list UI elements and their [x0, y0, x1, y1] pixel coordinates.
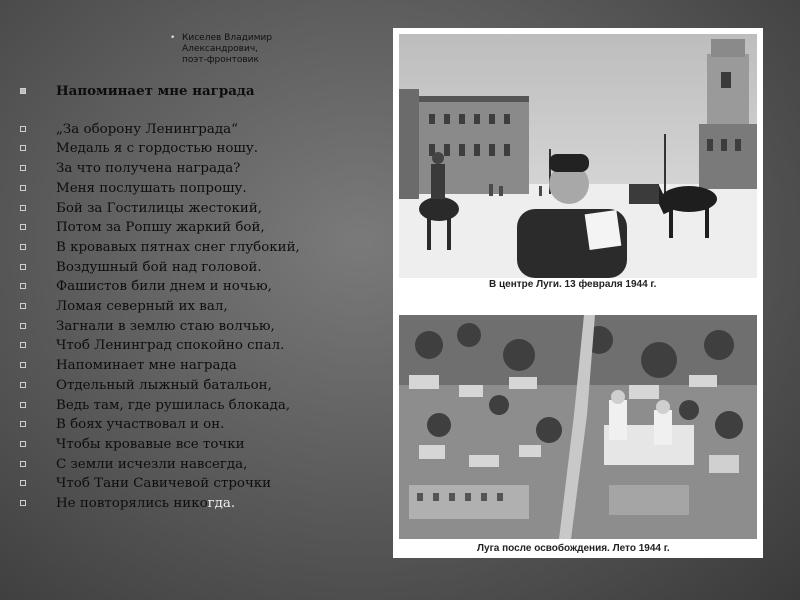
- square-bullet-icon: [20, 480, 26, 486]
- top-photo-caption: В центре Луги. 13 февраля 1944 г.: [489, 279, 657, 290]
- bottom-photo-caption: Луга после освобождения. Лето 1944 г.: [477, 543, 670, 554]
- square-bullet-icon: [20, 264, 26, 270]
- poem-title-line: [20, 82, 380, 102]
- poem-line-text: „За оборону Ленинграда“: [56, 121, 238, 137]
- square-bullet-icon: [20, 165, 26, 171]
- poem: [20, 82, 380, 514]
- poem-line-text: В боях участвовал и он.: [56, 417, 225, 433]
- square-bullet-icon: [20, 362, 26, 368]
- poem-line: [20, 199, 380, 219]
- poem-title: Напоминает мне награда: [56, 83, 255, 99]
- square-bullet-icon: [20, 145, 26, 151]
- poem-line-text: Ломая северный их вал,: [56, 299, 228, 315]
- square-bullet-icon: [20, 244, 26, 250]
- poem-line-text: Напоминает мне награда: [56, 358, 237, 374]
- poem-line-text: За что получена награда?: [56, 161, 241, 177]
- photo-luga-center: [399, 34, 757, 278]
- square-bullet-icon: [20, 205, 26, 211]
- poem-line: [20, 455, 380, 475]
- square-bullet-icon: [20, 421, 26, 427]
- square-bullet-icon: [20, 283, 26, 289]
- poem-line: [20, 435, 380, 455]
- poem-line-text: Воздушный бой над головой.: [56, 259, 262, 275]
- bullet-icon: •: [170, 33, 176, 43]
- poem-line: [20, 139, 380, 159]
- poem-line-text: Загнали в землю стаю волчью,: [56, 318, 275, 334]
- square-bullet-icon: [20, 323, 26, 329]
- poem-line: [20, 376, 380, 396]
- poem-line: [20, 396, 380, 416]
- poem-line: [20, 218, 380, 238]
- square-bullet-icon: [20, 402, 26, 408]
- poem-line-text: Чтоб Ленинград спокойно спал.: [56, 338, 285, 354]
- square-bullet-icon: [20, 382, 26, 388]
- square-bullet-icon: [20, 126, 26, 132]
- poem-line: [20, 258, 380, 278]
- poem-line: [20, 238, 380, 258]
- poem-last-line-start: Не повторялись нико: [56, 496, 208, 512]
- poem-line: [20, 474, 380, 494]
- square-bullet-icon: [20, 303, 26, 309]
- poem-line: [20, 179, 380, 199]
- square-bullet-icon: [20, 441, 26, 447]
- photo-luga-aerial: [399, 315, 757, 539]
- square-bullet-icon: [20, 88, 26, 94]
- poem-line: [20, 317, 380, 337]
- poem-line: [20, 297, 380, 317]
- poem-line: [20, 494, 380, 514]
- poem-line-text: Меня послушать попрошу.: [56, 180, 247, 196]
- photo-collage: [393, 28, 763, 558]
- poem-line: [20, 159, 380, 179]
- poem-line-text: Бой за Гостилицы жестокий,: [56, 200, 263, 216]
- square-bullet-icon: [20, 224, 26, 230]
- poem-line-text: С земли исчезли навсегда,: [56, 456, 248, 472]
- square-bullet-icon: [20, 185, 26, 191]
- poem-line-text: Медаль я с гордостью ношу.: [56, 141, 259, 157]
- poem-line-text: Отдельный лыжный батальон,: [56, 377, 272, 393]
- poem-line: [20, 356, 380, 376]
- poem-line-text: Фашистов били днем и ночью,: [56, 279, 272, 295]
- square-bullet-icon: [20, 342, 26, 348]
- poem-line-text: Ведь там, где рушилась блокада,: [56, 397, 291, 413]
- poem-line-text: В кровавых пятнах снег глубокий,: [56, 239, 300, 255]
- poem-line-text: Чтоб Тани Савичевой строчки: [56, 476, 272, 492]
- poem-line-text: Потом за Ропшу жаркий бой,: [56, 220, 265, 236]
- square-bullet-icon: [20, 500, 26, 506]
- author-role: поэт-фронтовик: [182, 55, 259, 65]
- poem-line: [20, 336, 380, 356]
- poem-line: [20, 415, 380, 435]
- poem-last-line-end: гда.: [207, 496, 236, 512]
- poem-line-text: Чтобы кровавые все точки: [56, 436, 245, 452]
- square-bullet-icon: [20, 461, 26, 467]
- poem-line: [20, 120, 380, 140]
- author-name: Киселев Владимир Александрович,: [182, 33, 273, 54]
- poem-line: [20, 277, 380, 297]
- author-block: [170, 33, 322, 66]
